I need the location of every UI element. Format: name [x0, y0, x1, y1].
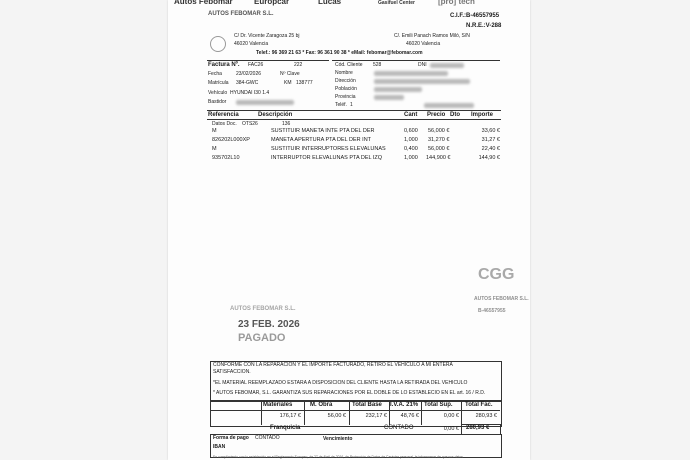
km-value: 138777: [296, 80, 313, 86]
row-importe: 144,90 €: [478, 155, 500, 161]
dni-redacted: [430, 63, 464, 68]
row-ref: 935702L10: [212, 155, 240, 161]
row-precio: 144,900 €: [426, 155, 451, 161]
telef-value: 1: [350, 102, 353, 108]
row-precio: 56,000 €: [428, 146, 450, 152]
totals-materiales-value: 176,17 €: [279, 413, 301, 419]
col-cant: Cant: [404, 112, 418, 118]
contado-value: 0,00 €: [443, 426, 459, 432]
fecha-value: 23/02/2026: [236, 71, 262, 77]
footer-legal: En cumplimiento con lo establecido en el Reglamento Europeo, de 27 de Abril de 2016, de Protección de Datos de Carácter personal, le informamos de que sus datos: [213, 455, 463, 459]
nombre-redacted: [374, 71, 448, 76]
conditions-line3: * AUTOS FEBOMAR, S.L. GARANTIZA SUS REPARACIONES POR EL DOBLE DE LO ESTABLECIO EN EL art. 16 / R.D.: [213, 390, 486, 396]
iban-label: IBAN: [213, 444, 226, 450]
conditions-line1-b: SATISFACCION.: [213, 369, 251, 375]
nre: N.R.E.:V-288: [466, 23, 502, 29]
client-extra-redacted: [424, 103, 474, 108]
cif: C.I.F.:B-46557955: [450, 13, 500, 19]
brand-logo: Lucas: [318, 0, 342, 6]
nombre-label: Nombre: [335, 70, 353, 76]
totals-mobra-label: M. Obra: [310, 402, 333, 408]
col-dto: Dto: [450, 112, 460, 118]
datos-doc-series: OTS26: [242, 121, 258, 127]
row-ref: M: [212, 146, 217, 152]
stamp-company: AUTOS FEBOMAR S.L.: [230, 306, 296, 312]
factura-number: 222: [294, 62, 303, 68]
grand-total: 280,93 €: [466, 425, 490, 431]
bastidor-label: Bastidor: [208, 99, 227, 105]
col-importe: Importe: [471, 112, 494, 118]
col-precio: Precio: [427, 112, 446, 118]
totals-mobra-value: 56,00 €: [327, 413, 346, 419]
matricula-value: 384-GWC: [236, 80, 259, 86]
totals-materiales-label: Materiales: [263, 402, 293, 408]
col-descripcion: Descripción: [258, 112, 293, 118]
stamp-side-line1: AUTOS FEBOMAR S.L.: [474, 296, 529, 302]
row-cant: 1,000: [404, 137, 418, 143]
row-cant: 1,000: [404, 155, 418, 161]
stamp-side-line2: B-46557955: [478, 308, 506, 314]
brand-logo: Europcar: [254, 0, 290, 6]
totals-iva-value: 48,76 €: [400, 413, 419, 419]
vehiculo-value: HYUNDAI I30 1.4: [230, 90, 270, 96]
provincia-label: Provincia: [335, 94, 356, 100]
matricula-label: Matrícula: [208, 80, 229, 86]
row-desc: SUSTITUIR MANETA INTE PTA DEL DER: [271, 128, 375, 134]
row-desc: MANETA APERTURA PTA DEL DER INT: [271, 137, 372, 143]
row-ref: M: [212, 128, 217, 134]
conditions-line1-a: CONFORME CON LA REPARACION Y EL IMPORTE FACTURADO, RETIRO EL VEHICULO A MI ENTERA: [213, 362, 453, 368]
direccion-redacted: [374, 79, 470, 84]
totals-base-value: 232,17 €: [365, 413, 387, 419]
contado-label: CONTADO: [384, 425, 414, 431]
forma-pago-value: CONTADO: [255, 435, 280, 441]
company-name: AUTOS FEBOMAR S.L.: [208, 11, 274, 17]
address-left-line2: 46020 Valencia: [234, 41, 269, 47]
datos-doc-label: Datos Doc.: [212, 121, 237, 127]
row-cant: 0,600: [404, 128, 418, 134]
address-right-line1: C/. Emili Panach Ramos Miló, S/N: [394, 33, 470, 39]
conditions-line2: *EL MATERIAL REEMPLAZADO ESTARA A DISPOSICION DEL CLIENTE HASTA LA RETIRADA DEL VEHICULO: [213, 380, 468, 386]
franquicia-label: Franquicia: [270, 425, 301, 431]
totals-iva-label: I.V.A. 21%: [390, 402, 419, 408]
poblacion-label: Población: [335, 86, 357, 92]
cod-cliente-label: Cód. Cliente: [335, 62, 363, 68]
invoice-paper: [168, 0, 530, 460]
totals-fac-label: Total Fac.: [465, 402, 493, 408]
address-right-line2: 46020 Valencia: [406, 41, 441, 47]
stamp-pagado: PAGADO: [238, 332, 286, 344]
row-precio: 56,000 €: [428, 128, 450, 134]
factura-label: Factura Nº.: [208, 62, 240, 68]
row-importe: 22,40 €: [481, 146, 500, 152]
col-referencia: Referencia: [208, 112, 239, 118]
direccion-label: Dirección: [335, 78, 356, 84]
row-precio: 31,270 €: [428, 137, 450, 143]
forma-pago-label: Forma de pago: [213, 435, 249, 441]
brand-logo: Gasifuel Center: [378, 0, 415, 6]
totals-fac-value: 280,93 €: [475, 413, 497, 419]
vehiculo-label: Vehículo: [208, 90, 228, 96]
brand-logo: [pro] tech: [438, 0, 475, 6]
address-left-line1: C/ Dr. Vicente Zaragoza 25 bj: [234, 33, 300, 39]
nclave-label: Nº Clave: [280, 71, 300, 77]
datos-doc-number: 136: [282, 121, 291, 127]
telef-label: Teléf.: [335, 102, 347, 108]
fecha-label: Fecha: [208, 71, 222, 77]
stamp-date: 23 FEB. 2026: [238, 319, 300, 330]
poblacion-redacted: [374, 87, 422, 92]
totals-base-label: Total Base: [352, 402, 382, 408]
vencimiento-label: Vencimiento: [323, 436, 353, 442]
row-ref: 826202L000XP: [212, 137, 250, 143]
row-importe: 31,27 €: [481, 137, 500, 143]
row-importe: 33,60 €: [481, 128, 500, 134]
contact-line: Telef.: 96 369 21 63 * Fax: 96 361 90 38 * eMail: febomar@febomar.com: [256, 50, 423, 56]
provincia-redacted: [374, 95, 404, 100]
row-desc: INTERRUPTOR ELEVALUNAS PTA DEL IZQ: [271, 155, 383, 161]
totals-sup-label: Total Sup.: [424, 402, 453, 408]
dni-label: DNI: [418, 62, 427, 68]
bastidor-redacted: [236, 100, 294, 105]
row-desc: SUSTITUIR INTERRUPTORES ELEVALUNAS: [271, 146, 386, 152]
brand-logo: Autos Febomar: [174, 0, 233, 6]
row-cant: 0,400: [404, 146, 418, 152]
factura-series: FAC26: [248, 62, 264, 68]
km-label: KM: [284, 80, 292, 86]
workshop-seal-icon: [210, 36, 226, 52]
totals-sup-value: 0,00 €: [443, 413, 459, 419]
stamp-logo: CGG: [478, 266, 515, 283]
cod-cliente-value: 528: [373, 62, 382, 68]
